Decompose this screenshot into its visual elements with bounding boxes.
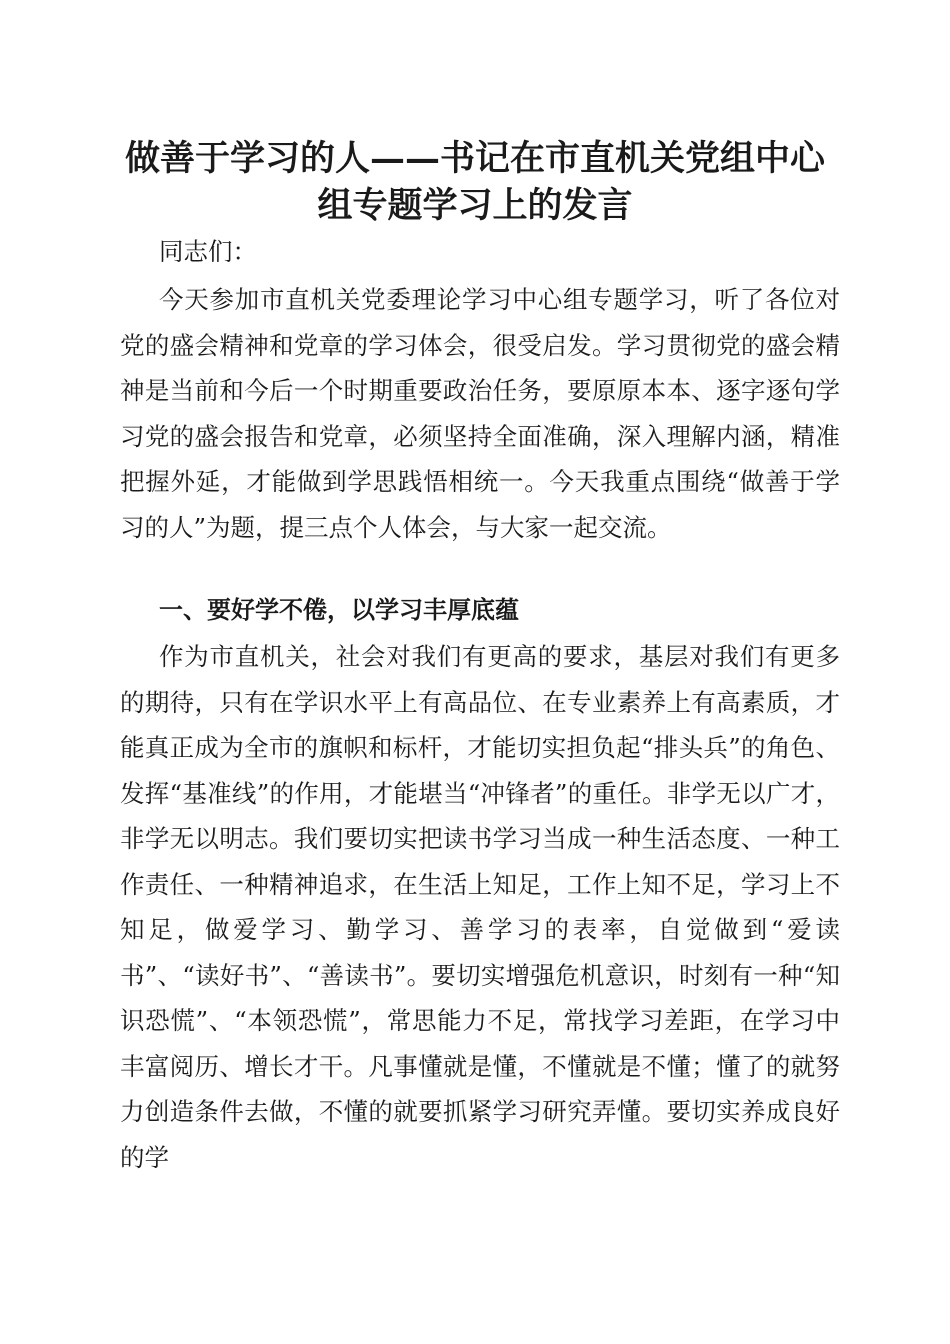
section-heading-1: 一、要好学不倦，以学习丰厚底蕴 [159, 596, 519, 624]
paragraph-intro: 今天参加市直机关党委理论学习中心组专题学习，听了各位对党的盛会精神和党章的学习体会，很受启发。学习贯彻党的盛会精神是当前和今后一个时期重要政治任务，要原原本本、逐字逐句学习党的盛会报告和党章，必须坚持全面准确，深入理解内涵，精准把握外延，才能做到学思践悟相统一。今天我重点围绕“做善于学习的人”为题，提三点个人体会，与大家一起交流。 [120, 285, 840, 542]
paragraph-section-1: 作为市直机关，社会对我们有更高的要求，基层对我们有更多的期待，只有在学识水平上有高品位、在专业素养上有高素质，才能真正成为全市的旗帜和标杆，才能切实担负起“排头兵”的角色、发挥“基准线”的作用，才能堪当“冲锋者”的重任。非学无以广才，非学无以明志。我们要切实把读书学习当成一种生活态度、一种工作责任、一种精神追求，在生活上知足，工作上知不足，学习上不知足，做爱学习、勤学习、善学习的表率，自觉做到“爱读书”、“读好书”、“善读书”。要切实增强危机意识，时刻有一种“知识恐慌”、“本领恐慌”，常思能力不足，常找学习差距，在学习中丰富阅历、增长才干。凡事懂就是懂，不懂就是不懂；懂了的就努力创造条件去做，不懂的就要抓紧学习研究弄懂。要切实养成良好的学 [120, 642, 840, 1172]
document-title-line-1: 做善于学习的人——书记在市直机关党组中心 [124, 138, 825, 179]
document-title-line-2: 组专题学习上的发言 [317, 185, 633, 226]
salutation: 同志们： [159, 237, 257, 266]
